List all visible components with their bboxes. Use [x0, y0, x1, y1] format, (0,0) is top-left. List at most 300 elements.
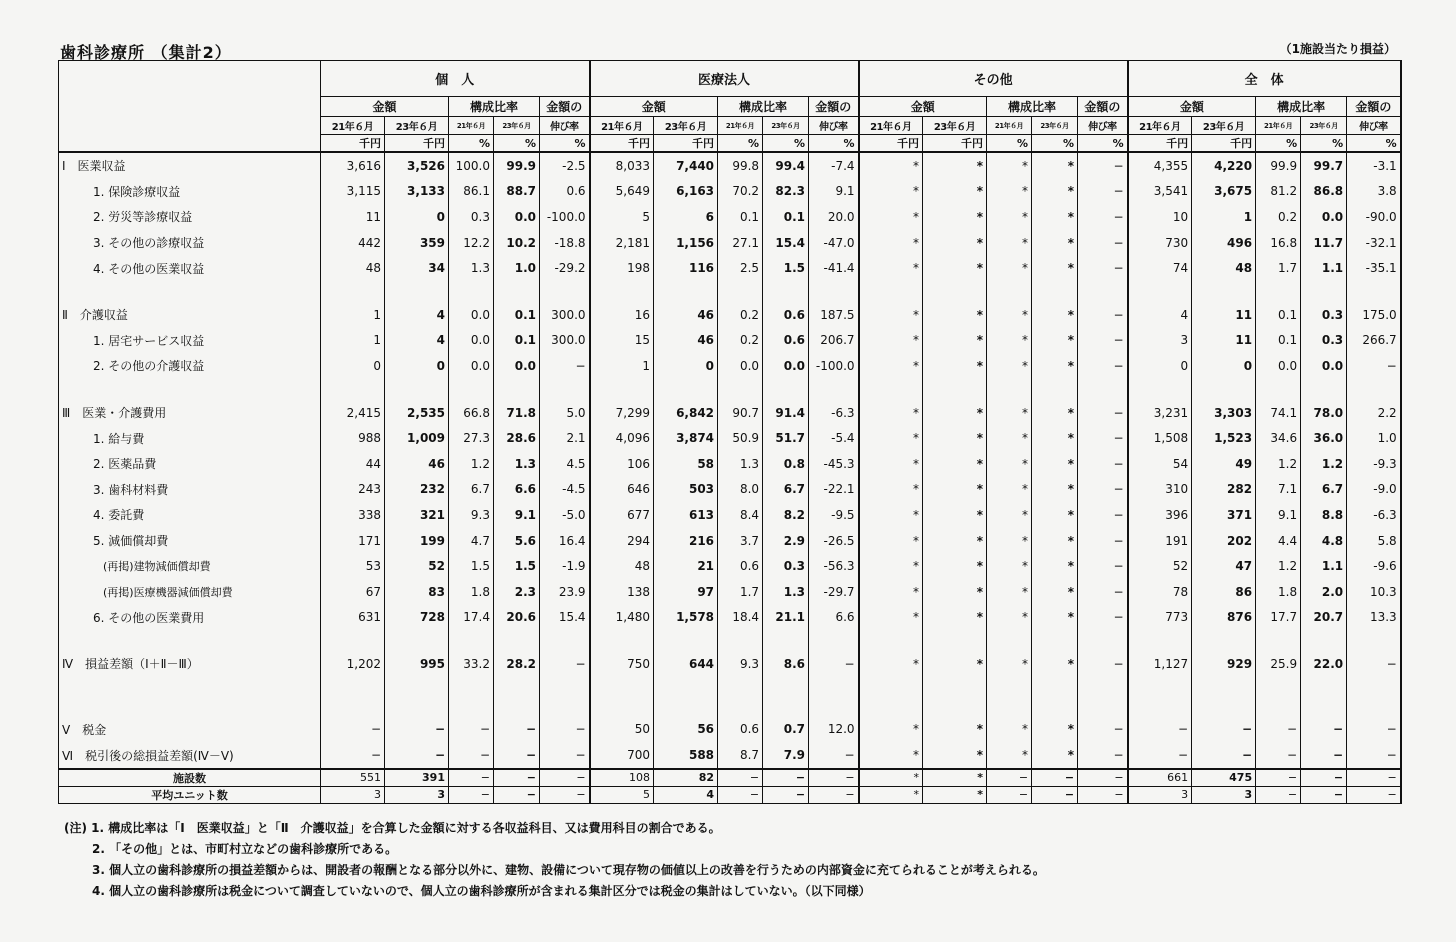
value-cell: 294: [590, 528, 654, 554]
value-cell: 16.8: [1256, 230, 1301, 256]
value-cell: 15.4: [540, 605, 590, 631]
value-cell: -45.3: [809, 451, 859, 477]
value-cell: 6.7: [763, 477, 809, 503]
empty-cell: [859, 379, 923, 400]
value-cell: −: [540, 742, 590, 769]
value-cell: 338: [321, 502, 385, 528]
empty-cell: [1032, 379, 1078, 400]
value-cell: -29.2: [540, 255, 590, 281]
value-cell: 700: [590, 742, 654, 769]
empty-cell: [654, 281, 718, 302]
empty-cell: [449, 630, 494, 651]
value-cell: *: [987, 204, 1032, 230]
value-cell: −: [1078, 717, 1128, 743]
value-cell: 7,299: [590, 400, 654, 426]
value-cell: 6.6: [494, 477, 540, 503]
footer-label: 平均ユニット数: [59, 786, 321, 803]
value-cell: *: [923, 477, 987, 503]
footer-value-cell: −: [1301, 769, 1347, 787]
header-year: 21年６月: [1256, 117, 1301, 135]
value-cell: −: [385, 717, 449, 743]
value-cell: *: [859, 742, 923, 769]
header-growth: 伸び率: [809, 117, 859, 135]
row-label: Ⅱ 介護収益: [59, 302, 321, 328]
value-cell: *: [923, 425, 987, 451]
value-cell: *: [1032, 553, 1078, 579]
empty-cell: [859, 630, 923, 651]
empty-cell: [923, 677, 987, 698]
value-cell: −: [1301, 742, 1347, 769]
empty-cell: [590, 281, 654, 302]
value-cell: 1.3: [449, 255, 494, 281]
row-label: Ⅴ 税金: [59, 717, 321, 743]
empty-cell: [385, 379, 449, 400]
value-cell: *: [1032, 528, 1078, 554]
value-cell: 97: [654, 579, 718, 605]
value-cell: 11.7: [1301, 230, 1347, 256]
empty-cell: [1078, 379, 1128, 400]
value-cell: 2.2: [1347, 400, 1401, 426]
value-cell: −: [1078, 400, 1128, 426]
value-cell: 9.1: [809, 179, 859, 205]
empty-cell: [1032, 677, 1078, 698]
value-cell: 15: [590, 328, 654, 354]
empty-cell: [923, 698, 987, 717]
empty-cell: [59, 379, 321, 400]
value-cell: −: [1078, 553, 1128, 579]
value-cell: 6,163: [654, 179, 718, 205]
value-cell: 78.0: [1301, 400, 1347, 426]
value-cell: 0: [385, 353, 449, 379]
value-cell: 44: [321, 451, 385, 477]
header-year: 23年６月: [654, 117, 718, 135]
value-cell: *: [1032, 400, 1078, 426]
value-cell: 11: [321, 204, 385, 230]
value-cell: *: [923, 451, 987, 477]
empty-cell: [1347, 677, 1401, 698]
value-cell: -100.0: [809, 353, 859, 379]
value-cell: 16: [590, 302, 654, 328]
value-cell: 0.2: [718, 302, 763, 328]
spacer-row: [59, 379, 1401, 400]
value-cell: 51.7: [763, 425, 809, 451]
value-cell: *: [987, 451, 1032, 477]
value-cell: *: [1032, 328, 1078, 354]
header-unit: 千円: [590, 135, 654, 153]
empty-cell: [1078, 677, 1128, 698]
value-cell: -41.4: [809, 255, 859, 281]
value-cell: *: [859, 302, 923, 328]
footer-value-cell: −: [1078, 786, 1128, 803]
table-row: [59, 204, 1401, 230]
value-cell: 1.1: [1301, 255, 1347, 281]
value-cell: 17.7: [1256, 605, 1301, 631]
value-cell: 0.2: [1256, 204, 1301, 230]
footer-value-cell: 108: [590, 769, 654, 787]
empty-cell: [654, 698, 718, 717]
value-cell: 116: [654, 255, 718, 281]
value-cell: *: [859, 717, 923, 743]
value-cell: 1: [590, 353, 654, 379]
value-cell: 58: [654, 451, 718, 477]
value-cell: 9.1: [494, 502, 540, 528]
empty-cell: [1078, 281, 1128, 302]
value-cell: 1.5: [494, 553, 540, 579]
value-cell: 11: [1192, 302, 1256, 328]
value-cell: *: [923, 742, 987, 769]
value-cell: *: [923, 179, 987, 205]
footnote-line: 2. 「その他」とは、市町村立などの歯科診療所である。: [92, 842, 398, 856]
value-cell: 1.1: [1301, 553, 1347, 579]
empty-cell: [809, 281, 859, 302]
value-cell: *: [987, 353, 1032, 379]
value-cell: 677: [590, 502, 654, 528]
value-cell: 4: [385, 302, 449, 328]
value-cell: 50: [590, 717, 654, 743]
value-cell: 929: [1192, 651, 1256, 677]
empty-cell: [1192, 630, 1256, 651]
value-cell: *: [859, 425, 923, 451]
value-cell: −: [1078, 255, 1128, 281]
value-cell: *: [923, 400, 987, 426]
value-cell: 78: [1128, 579, 1192, 605]
value-cell: 646: [590, 477, 654, 503]
footer-value-cell: −: [1256, 769, 1301, 787]
footer-value-cell: −: [763, 769, 809, 787]
empty-cell: [1192, 379, 1256, 400]
header-unit: %: [540, 135, 590, 153]
value-cell: 86.1: [449, 179, 494, 205]
value-cell: *: [1032, 353, 1078, 379]
footer-value-cell: −: [987, 769, 1032, 787]
empty-cell: [1347, 698, 1401, 717]
value-cell: 199: [385, 528, 449, 554]
value-cell: 7,440: [654, 152, 718, 179]
value-cell: 0.6: [718, 553, 763, 579]
value-cell: 99.9: [1256, 152, 1301, 179]
table-row: [59, 152, 1401, 179]
value-cell: 8.8: [1301, 502, 1347, 528]
value-cell: 0.1: [494, 302, 540, 328]
table-row: [59, 302, 1401, 328]
footer-value-cell: 82: [654, 769, 718, 787]
value-cell: *: [1032, 742, 1078, 769]
value-cell: 5.6: [494, 528, 540, 554]
value-cell: 99.8: [718, 152, 763, 179]
value-cell: 4: [1128, 302, 1192, 328]
row-label: 6. その他の医業費用: [59, 605, 321, 631]
value-cell: 0: [1128, 353, 1192, 379]
header-ratio: 構成比率: [1256, 97, 1347, 117]
value-cell: 4.7: [449, 528, 494, 554]
empty-cell: [1301, 630, 1347, 651]
header-unit: 千円: [385, 135, 449, 153]
value-cell: 48: [1192, 255, 1256, 281]
value-cell: 0.2: [718, 328, 763, 354]
value-cell: *: [859, 179, 923, 205]
value-cell: 0.3: [1301, 328, 1347, 354]
row-label: 2. 労災等診療収益: [59, 204, 321, 230]
value-cell: 3,231: [1128, 400, 1192, 426]
header-unit: %: [809, 135, 859, 153]
value-cell: 16.4: [540, 528, 590, 554]
value-cell: 86: [1192, 579, 1256, 605]
value-cell: -7.4: [809, 152, 859, 179]
value-cell: −: [1301, 717, 1347, 743]
value-cell: *: [987, 230, 1032, 256]
header-unit: 千円: [654, 135, 718, 153]
empty-cell: [859, 677, 923, 698]
header-group: 医療法人: [590, 61, 859, 97]
value-cell: 47: [1192, 553, 1256, 579]
value-cell: 8.7: [718, 742, 763, 769]
footer-value-cell: −: [449, 769, 494, 787]
value-cell: 0.0: [1301, 353, 1347, 379]
row-label: 3. その他の診療収益: [59, 230, 321, 256]
value-cell: 54: [1128, 451, 1192, 477]
value-cell: -3.1: [1347, 152, 1401, 179]
value-cell: 70.2: [718, 179, 763, 205]
value-cell: -100.0: [540, 204, 590, 230]
footer-value-cell: −: [494, 786, 540, 803]
header-year: 21年６月: [1128, 117, 1192, 135]
value-cell: 9.3: [718, 651, 763, 677]
value-cell: *: [923, 528, 987, 554]
footer-value-cell: −: [1032, 769, 1078, 787]
header-year: 21年６月: [449, 117, 494, 135]
value-cell: *: [859, 152, 923, 179]
empty-cell: [1078, 698, 1128, 717]
row-label: 1. 保険診療収益: [59, 179, 321, 205]
empty-cell: [1347, 379, 1401, 400]
footnote-line: 4. 個人立の歯科診療所は税金について調査していないので、個人立の歯科診療所が含まれる集計区分では税金の集計はしていない。（以下同様）: [92, 884, 871, 898]
empty-cell: [1256, 379, 1301, 400]
value-cell: *: [1032, 230, 1078, 256]
value-cell: -9.5: [809, 502, 859, 528]
value-cell: *: [1032, 717, 1078, 743]
footer-value-cell: *: [923, 769, 987, 787]
value-cell: -18.8: [540, 230, 590, 256]
empty-cell: [494, 677, 540, 698]
value-cell: 67: [321, 579, 385, 605]
empty-cell: [385, 630, 449, 651]
footer-value-cell: −: [1301, 786, 1347, 803]
value-cell: −: [1078, 605, 1128, 631]
value-cell: *: [923, 353, 987, 379]
value-cell: -9.3: [1347, 451, 1401, 477]
footer-value-cell: −: [540, 786, 590, 803]
value-cell: 4.4: [1256, 528, 1301, 554]
empty-cell: [494, 379, 540, 400]
header-amount: 金額: [1128, 97, 1256, 117]
value-cell: −: [1078, 451, 1128, 477]
value-cell: 232: [385, 477, 449, 503]
header-unit: %: [494, 135, 540, 153]
value-cell: 8.6: [763, 651, 809, 677]
value-cell: *: [923, 255, 987, 281]
footer-value-cell: −: [1347, 769, 1401, 787]
value-cell: 1,009: [385, 425, 449, 451]
value-cell: −: [321, 742, 385, 769]
value-cell: 1.8: [1256, 579, 1301, 605]
footer-value-cell: −: [540, 769, 590, 787]
value-cell: 2.9: [763, 528, 809, 554]
value-cell: −: [540, 651, 590, 677]
table-row: [59, 255, 1401, 281]
value-cell: 0.0: [1301, 204, 1347, 230]
value-cell: 216: [654, 528, 718, 554]
value-cell: 2,181: [590, 230, 654, 256]
value-cell: *: [987, 553, 1032, 579]
value-cell: 1,480: [590, 605, 654, 631]
value-cell: 46: [654, 328, 718, 354]
value-cell: −: [1078, 230, 1128, 256]
value-cell: −: [1347, 353, 1401, 379]
value-cell: 83: [385, 579, 449, 605]
value-cell: 7.9: [763, 742, 809, 769]
value-cell: 988: [321, 425, 385, 451]
empty-cell: [859, 698, 923, 717]
footer-value-cell: 3: [1128, 786, 1192, 803]
value-cell: 99.7: [1301, 152, 1347, 179]
value-cell: 4,220: [1192, 152, 1256, 179]
value-cell: 27.1: [718, 230, 763, 256]
value-cell: *: [859, 605, 923, 631]
empty-cell: [540, 677, 590, 698]
value-cell: 0.3: [449, 204, 494, 230]
value-cell: 52: [385, 553, 449, 579]
value-cell: 0.3: [763, 553, 809, 579]
table-row: [59, 230, 1401, 256]
value-cell: 442: [321, 230, 385, 256]
value-cell: 396: [1128, 502, 1192, 528]
value-cell: 52: [1128, 553, 1192, 579]
value-cell: 0.1: [494, 328, 540, 354]
table-row: [59, 179, 1401, 205]
value-cell: *: [859, 553, 923, 579]
header-unit: %: [987, 135, 1032, 153]
value-cell: −: [1192, 717, 1256, 743]
table-row: [59, 451, 1401, 477]
value-cell: 300.0: [540, 328, 590, 354]
value-cell: 0.6: [718, 717, 763, 743]
table-row: [59, 502, 1401, 528]
header-year: 23年６月: [1192, 117, 1256, 135]
empty-cell: [1192, 281, 1256, 302]
value-cell: 99.9: [494, 152, 540, 179]
value-cell: −: [1256, 717, 1301, 743]
footer-value-cell: −: [809, 786, 859, 803]
footer-value-cell: *: [859, 786, 923, 803]
value-cell: *: [859, 255, 923, 281]
value-cell: 0.0: [1256, 353, 1301, 379]
value-cell: −: [1347, 742, 1401, 769]
value-cell: −: [1078, 302, 1128, 328]
empty-cell: [385, 698, 449, 717]
empty-cell: [321, 281, 385, 302]
empty-cell: [385, 281, 449, 302]
unit-note: （1施設当たり損益）: [1279, 42, 1396, 56]
value-cell: 13.3: [1347, 605, 1401, 631]
value-cell: -5.0: [540, 502, 590, 528]
value-cell: 6,842: [654, 400, 718, 426]
income-statement-table: [58, 60, 1402, 804]
value-cell: 22.0: [1301, 651, 1347, 677]
value-cell: −: [1078, 651, 1128, 677]
value-cell: 36.0: [1301, 425, 1347, 451]
empty-cell: [590, 698, 654, 717]
value-cell: *: [987, 742, 1032, 769]
value-cell: 15.4: [763, 230, 809, 256]
value-cell: 9.1: [1256, 502, 1301, 528]
value-cell: 12.2: [449, 230, 494, 256]
value-cell: *: [987, 302, 1032, 328]
page-title: 歯科診療所 （集計2）: [60, 43, 232, 62]
value-cell: *: [923, 717, 987, 743]
value-cell: 0.1: [1256, 302, 1301, 328]
value-cell: 496: [1192, 230, 1256, 256]
header-year: 23年６月: [923, 117, 987, 135]
value-cell: 91.4: [763, 400, 809, 426]
empty-cell: [987, 677, 1032, 698]
empty-cell: [763, 698, 809, 717]
value-cell: 1.5: [763, 255, 809, 281]
empty-cell: [987, 379, 1032, 400]
value-cell: 8.2: [763, 502, 809, 528]
empty-cell: [1301, 698, 1347, 717]
header-unit: 千円: [923, 135, 987, 153]
value-cell: 0: [385, 204, 449, 230]
value-cell: 359: [385, 230, 449, 256]
value-cell: −: [1078, 204, 1128, 230]
footer-value-cell: −: [1078, 769, 1128, 787]
value-cell: *: [923, 152, 987, 179]
value-cell: 1.5: [449, 553, 494, 579]
value-cell: 644: [654, 651, 718, 677]
value-cell: 4.5: [540, 451, 590, 477]
value-cell: 1.2: [1256, 553, 1301, 579]
value-cell: 503: [654, 477, 718, 503]
table-row: [59, 328, 1401, 354]
header-year: 23年６月: [763, 117, 809, 135]
empty-cell: [718, 698, 763, 717]
value-cell: *: [1032, 204, 1078, 230]
table-row: [59, 605, 1401, 631]
value-cell: 321: [385, 502, 449, 528]
value-cell: -26.5: [809, 528, 859, 554]
value-cell: 1.2: [449, 451, 494, 477]
value-cell: −: [1078, 477, 1128, 503]
value-cell: 171: [321, 528, 385, 554]
header-unit: %: [718, 135, 763, 153]
row-label: Ⅳ 損益差額（Ⅰ＋Ⅱ－Ⅲ）: [59, 651, 321, 677]
empty-cell: [987, 698, 1032, 717]
header-growth: 金額の: [540, 97, 590, 117]
empty-cell: [540, 281, 590, 302]
value-cell: 300.0: [540, 302, 590, 328]
header-year: 21年６月: [590, 117, 654, 135]
value-cell: 56: [654, 717, 718, 743]
empty-cell: [321, 698, 385, 717]
header-year: 21年６月: [987, 117, 1032, 135]
empty-cell: [1032, 281, 1078, 302]
value-cell: 88.7: [494, 179, 540, 205]
value-cell: 0.6: [540, 179, 590, 205]
footer-value-cell: −: [809, 769, 859, 787]
empty-cell: [590, 630, 654, 651]
value-cell: *: [1032, 502, 1078, 528]
value-cell: 1.3: [494, 451, 540, 477]
